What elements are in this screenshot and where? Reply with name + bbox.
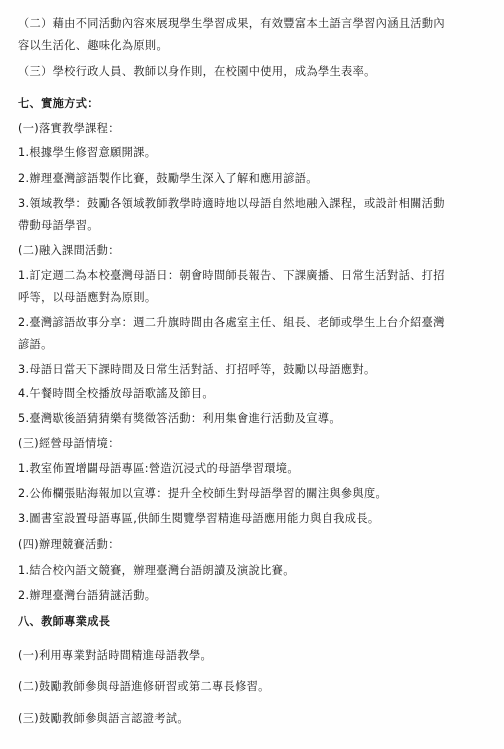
text-line: (二)鼓勵教師參與母語進修研習或第二專長修習。 <box>18 680 270 693</box>
text-line: 諺語。 <box>18 338 53 351</box>
subsection-heading: (二)融入課間活動： <box>18 244 120 257</box>
subsection-heading: (三)經營母語情境： <box>18 437 120 450</box>
text-line: 2.公佈欄張貼海報加以宣導：提升全校師生對母語學習的關注與參與度。 <box>18 487 388 500</box>
text-line: (三)鼓勵教師參與語言認證考試。 <box>18 712 189 725</box>
text-line: 帶動母語學習。 <box>18 219 99 232</box>
text-line: 5.臺灣歇後語猜猜樂有獎徵答活動：利用集會進行活動及宣導。 <box>18 412 341 425</box>
section-heading: 七、實施方式： <box>18 97 99 110</box>
text-line: 呼等，以母語應對為原則。 <box>18 291 157 304</box>
text-line: 2.臺灣諺語故事分享：週二升旗時間由各處室主任、組長、老師或學生上台介紹臺灣 <box>18 316 445 329</box>
text-line: 2.辦理臺灣台語猜謎活動。 <box>18 589 157 602</box>
text-line: 4.午餐時間全校播放母語歌謠及節目。 <box>18 387 214 400</box>
section-heading: 八、教師專業成長 <box>18 615 111 628</box>
text-line: 1.訂定週二為本校臺灣母語日：朝會時間師長報告、下課廣播、日常生活對話、打招 <box>18 269 445 282</box>
text-line: （二）藉由不同活動內容來展現學生學習成果，有效豐富本土語言學習內涵且活動內 <box>18 17 445 30</box>
text-line: 3.圖書室設置母語專區,供師生閱覽學習精進母語應用能力與自我成長。 <box>18 512 380 525</box>
text-line: 1.結合校內語文競賽，辦理臺灣台語朗讀及演說比賽。 <box>18 564 295 577</box>
text-line: 1.教室佈置增闢母語專區:營造沉浸式的母語學習環境。 <box>18 462 299 475</box>
text-line: 3.母語日當天下課時間及日常生活對話、打招呼等，鼓勵以母語應對。 <box>18 363 376 376</box>
text-line: （三）學校行政人員、教師以身作則，在校園中使用，成為學生表率。 <box>18 65 376 78</box>
text-line: (一)利用專業對話時間精進母語教學。 <box>18 649 213 662</box>
text-line: 2.辦理臺灣諺語製作比賽，鼓勵學生深入了解和應用諺語。 <box>18 172 318 185</box>
text-line: 容以生活化、趣味化為原則。 <box>18 39 168 52</box>
subsection-heading: (一)落實教學課程： <box>18 122 120 135</box>
text-line: 1.根據學生修習意願開課。 <box>18 146 157 159</box>
text-line: 3.領域教學：鼓勵各領域教師教學時適時地以母語自然地融入課程，或設計相關活動 <box>18 197 445 210</box>
subsection-heading: (四)辦理競賽活動： <box>18 538 120 551</box>
